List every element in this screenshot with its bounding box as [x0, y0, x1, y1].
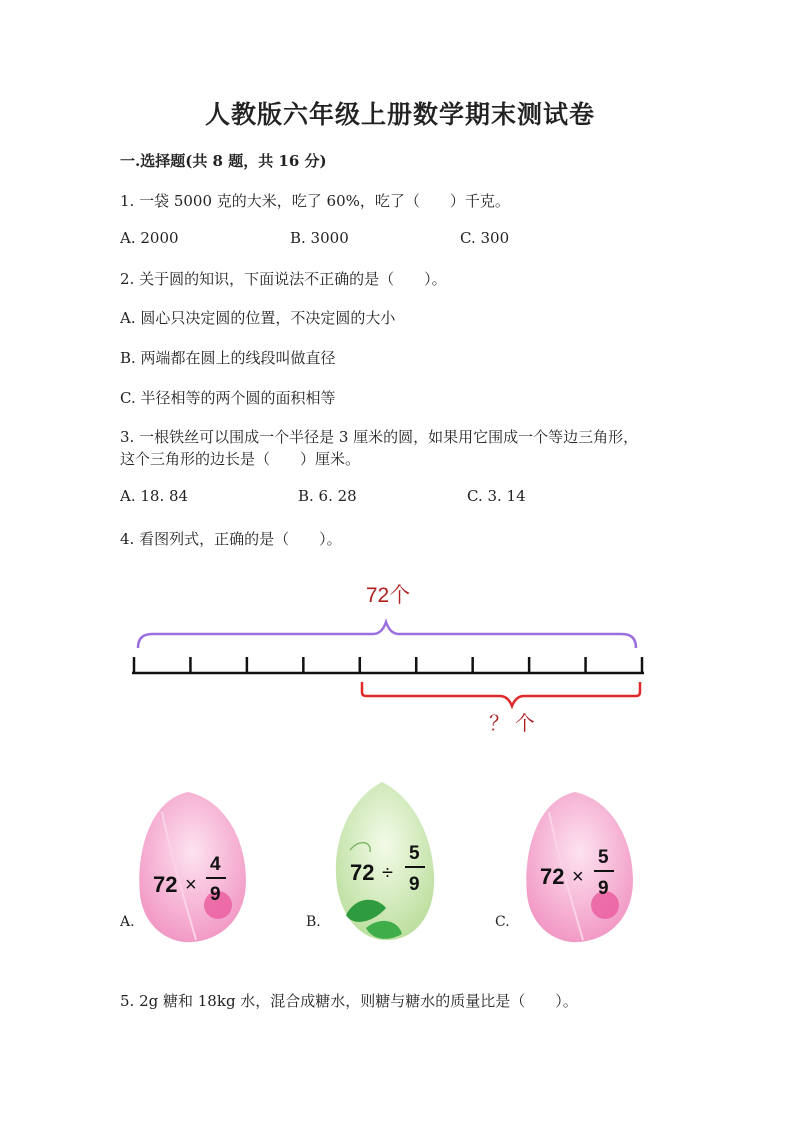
svg-text:72: 72	[350, 860, 375, 885]
leaf-option-b[interactable]	[336, 782, 434, 940]
svg-text:72: 72	[153, 872, 178, 897]
q3-option-c[interactable]: C. 3. 14	[467, 487, 526, 505]
svg-text:9: 9	[409, 874, 420, 895]
q1-option-c[interactable]: C. 300	[460, 229, 510, 247]
q1-option-a[interactable]: A. 2000	[120, 229, 179, 247]
leaf-option-c[interactable]	[526, 792, 633, 942]
svg-text:×: ×	[572, 866, 584, 888]
question-3-stem-line2: 这个三角形的边长是（ ）厘米。	[120, 450, 361, 468]
q3-option-b[interactable]: B. 6. 28	[298, 487, 357, 505]
q2-option-a[interactable]: A. 圆心只决定圆的位置，不决定圆的大小	[120, 309, 396, 327]
top-label: 72个	[365, 584, 411, 607]
section-heading: 一.选择题(共 8 题，共 16 分)	[120, 152, 327, 170]
question-1-stem: 1. 一袋 5000 克的大米，吃了 60%，吃了（ ）千克。	[120, 192, 510, 210]
question-3-stem-line1: 3. 一根铁丝可以围成一个半径是 3 厘米的圆，如果用它围成一个等边三角形，	[120, 428, 639, 446]
q4-option-c-label[interactable]: C.	[495, 914, 510, 930]
q2-option-b[interactable]: B. 两端都在圆上的线段叫做直径	[120, 349, 336, 367]
question-4-stem: 4. 看图列式，正确的是（ ）。	[120, 530, 342, 548]
svg-text:9: 9	[210, 884, 221, 905]
q1-option-b[interactable]: B. 3000	[290, 229, 349, 247]
svg-text:72: 72	[540, 864, 565, 889]
svg-text:×: ×	[185, 874, 197, 896]
question-2-stem: 2. 关于圆的知识，下面说法不正确的是（ ）。	[120, 270, 447, 288]
svg-text:5: 5	[598, 847, 609, 868]
svg-text:4: 4	[210, 854, 221, 875]
svg-text:9: 9	[598, 878, 609, 899]
question-5-stem: 5. 2g 糖和 18kg 水，混合成糖水，则糖与糖水的质量比是（ ）。	[120, 992, 578, 1010]
bottom-label: ？ 个	[489, 713, 535, 735]
q3-option-a[interactable]: A. 18. 84	[120, 487, 189, 505]
svg-text:5: 5	[409, 843, 420, 864]
q4-option-b-label[interactable]: B.	[306, 914, 321, 930]
pink-leaf-icon	[139, 792, 246, 942]
q4-option-a-label[interactable]: A.	[120, 914, 135, 930]
svg-text:÷: ÷	[382, 862, 393, 884]
leaf-option-a[interactable]	[139, 792, 246, 942]
q2-option-c[interactable]: C. 半径相等的两个圆的面积相等	[120, 389, 336, 407]
page-title: 人教版六年级上册数学期末测试卷	[204, 100, 595, 129]
